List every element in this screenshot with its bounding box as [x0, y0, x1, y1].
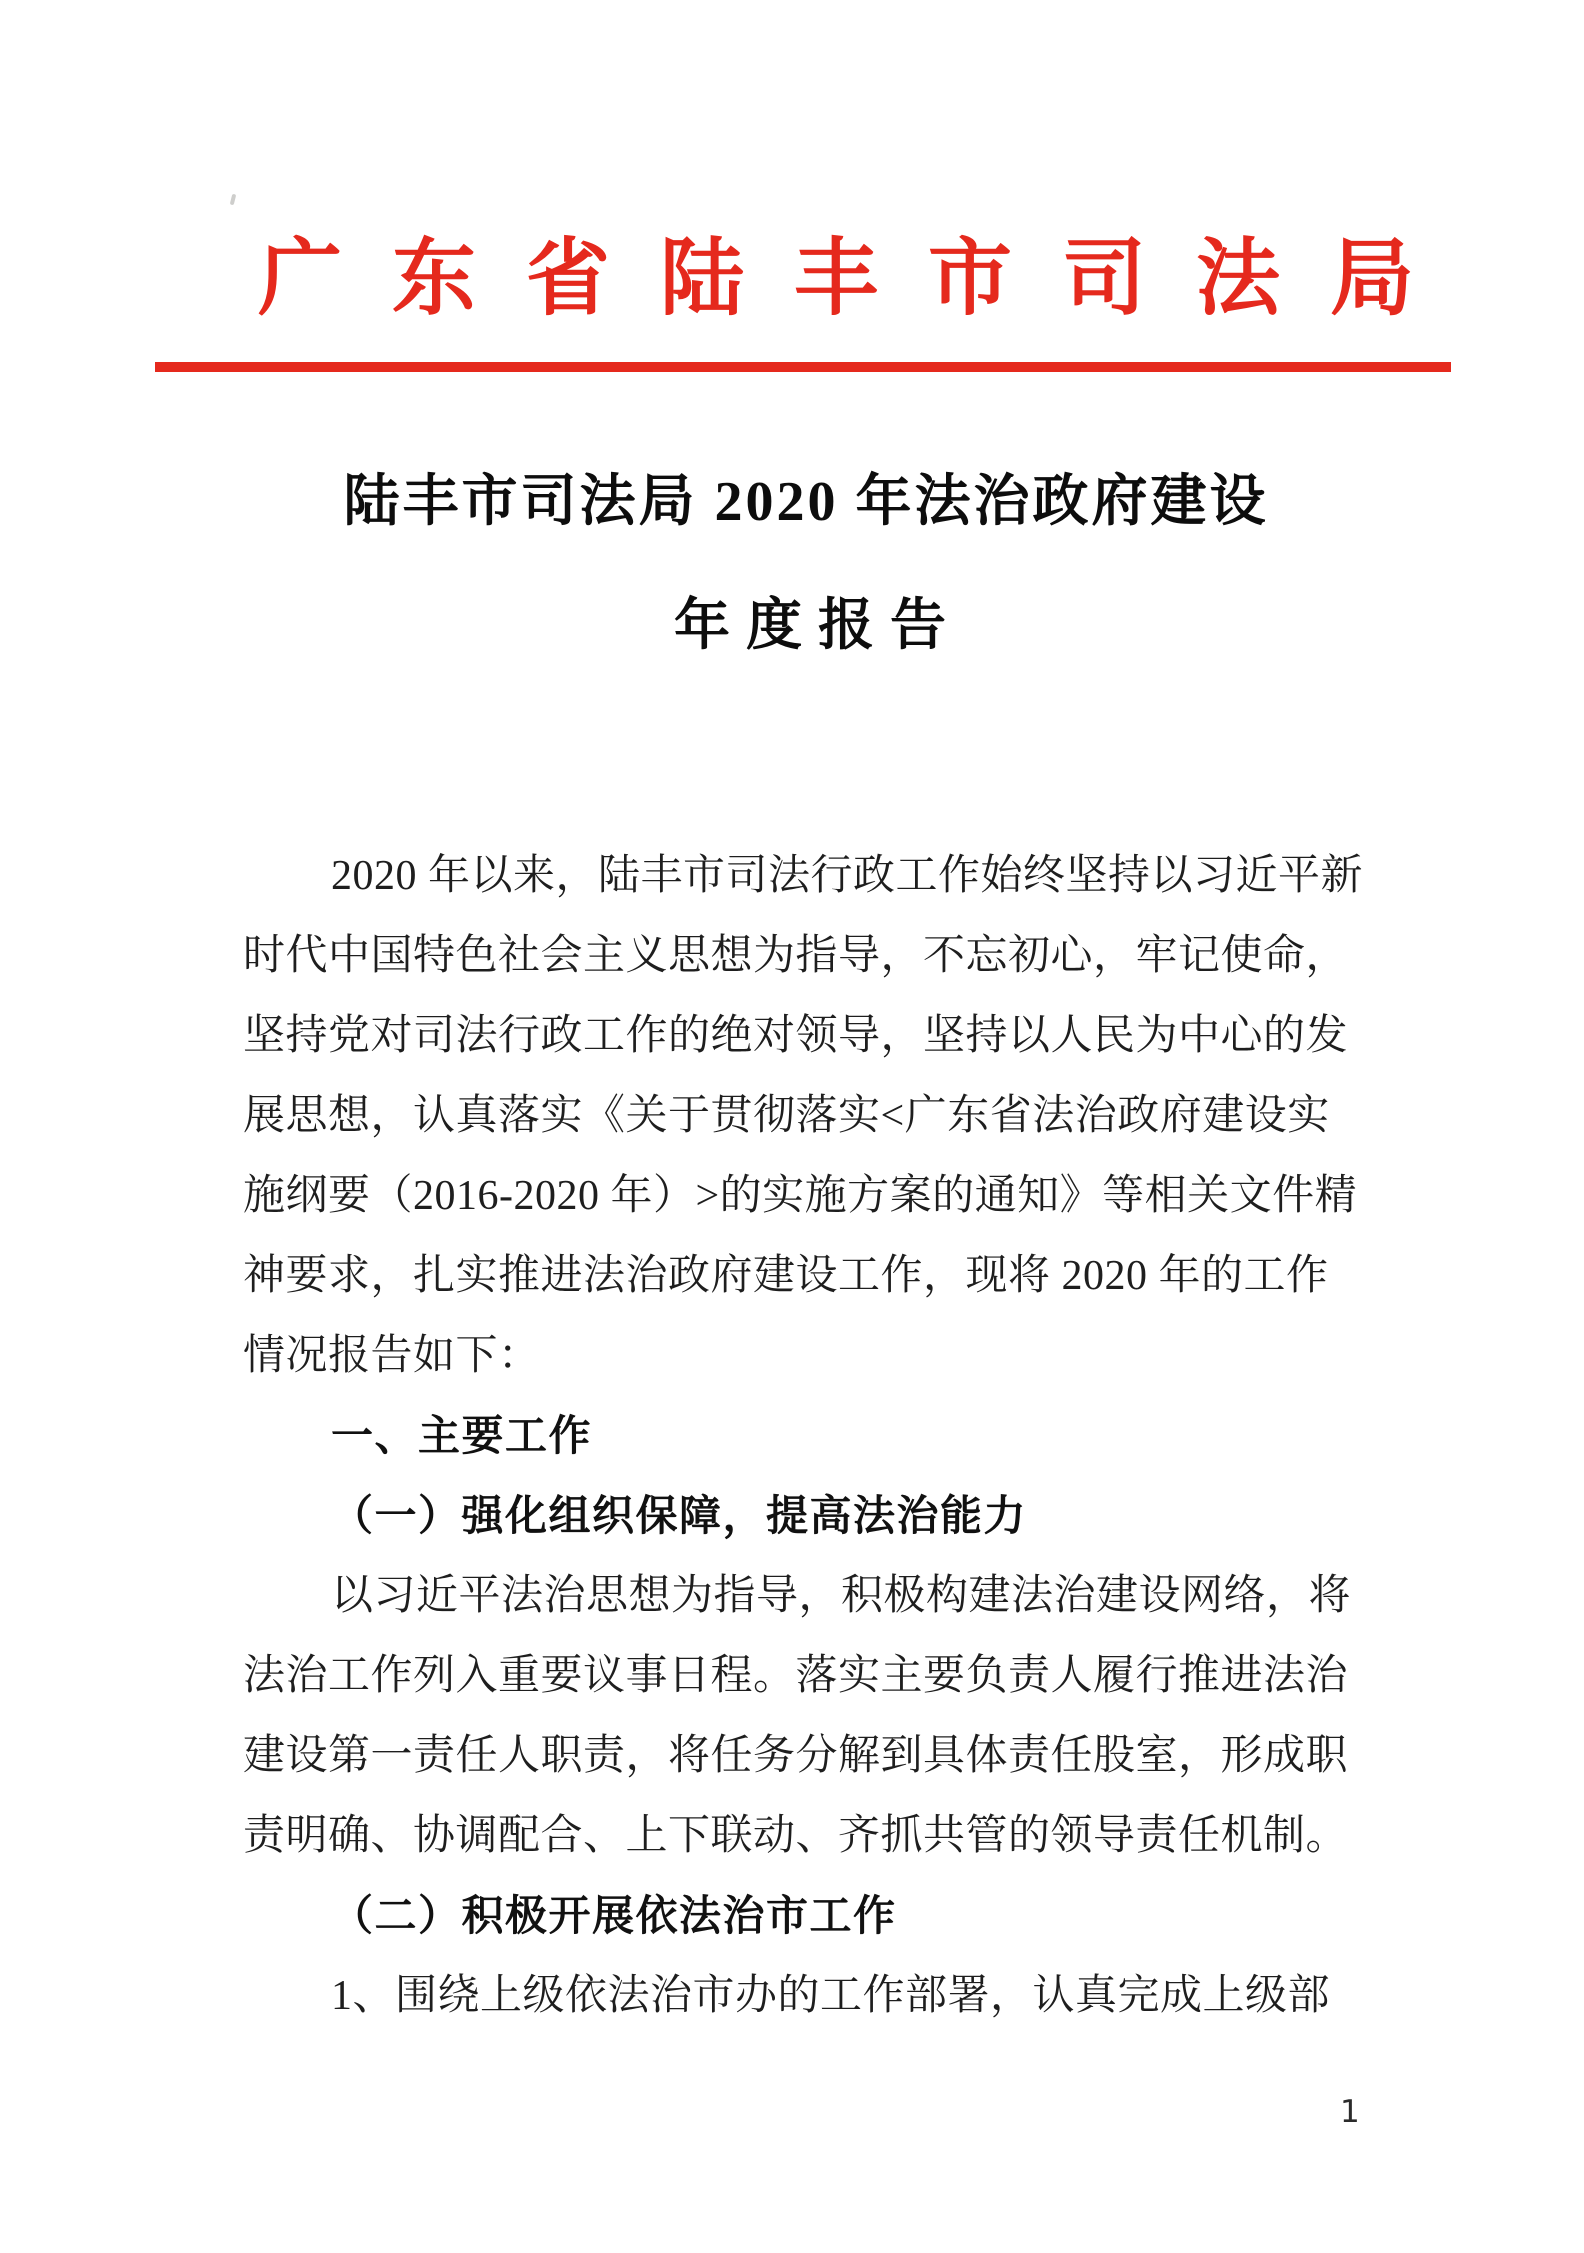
body-line: 建设第一责任人职责，将任务分解到具体责任股室，形成职: [243, 1733, 1349, 1779]
body-line: 神要求，扎实推进法治政府建设工作，现将 2020 年的工作: [243, 1253, 1329, 1299]
subsection-heading-1: （一）强化组织保障，提高法治能力: [331, 1492, 1028, 1539]
agency-masthead-title: 广东省陆丰市司法局: [258, 233, 1465, 326]
document-title-line-2: 年度报告: [674, 595, 962, 657]
body-line: 展思想，认真落实《关于贯彻落实<广东省法治政府建设实: [243, 1093, 1330, 1139]
subsection-heading-2: （二）积极开展依法治市工作: [331, 1892, 897, 1939]
body-line: 1、围绕上级依法治市办的工作部署，认真完成上级部: [331, 1973, 1331, 2019]
page-number: 1: [1340, 2094, 1360, 2130]
scan-artifact-speck: [230, 194, 237, 206]
body-line: 法治工作列入重要议事日程。落实主要负责人履行推进法治: [243, 1653, 1349, 1699]
masthead-divider-line: [155, 362, 1451, 372]
document-title-line-1: 陆丰市司法局 2020 年法治政府建设: [343, 471, 1269, 533]
body-line: 责明确、协调配合、上下联动、齐抓共管的领导责任机制。: [243, 1813, 1349, 1859]
section-heading-1: 一、主要工作: [331, 1412, 593, 1459]
body-line: 以习近平法治思想为指导，积极构建法治建设网络，将: [331, 1573, 1352, 1619]
document-body: [243, 836, 1373, 2036]
body-line: 坚持党对司法行政工作的绝对领导，坚持以人民为中心的发: [243, 1013, 1349, 1059]
body-line: 施纲要（2016-2020 年）>的实施方案的通知》等相关文件精: [243, 1173, 1358, 1219]
body-line: 情况报告如下：: [243, 1333, 541, 1379]
body-line: 时代中国特色社会主义思想为指导，不忘初心，牢记使命，: [243, 933, 1349, 979]
body-line: 2020 年以来，陆丰市司法行政工作始终坚持以习近平新: [331, 853, 1364, 899]
